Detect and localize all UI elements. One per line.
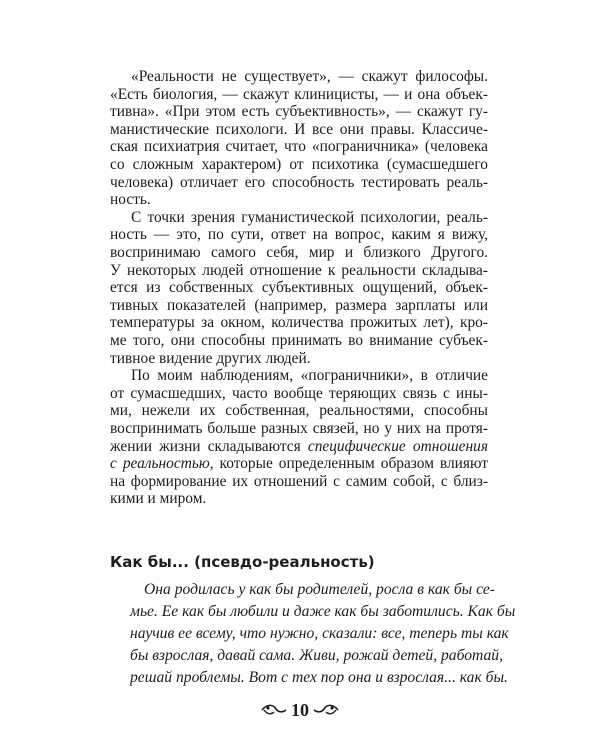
- text-line: У некоторых людей отношение к реальности складыва-: [110, 261, 488, 279]
- quote-line: мье. Ее как бы любили и даже как бы заботились. Как бы: [130, 603, 516, 620]
- page-number: 10: [291, 699, 309, 720]
- section-heading: Как бы... (псевдо-реальность): [110, 553, 375, 571]
- text-line: ми, нежели их собственная, реальностями, способны: [110, 402, 488, 420]
- emphasis-text: специфические отношения: [307, 437, 488, 455]
- text-line: манистические психологи. И все они правы. Классиче-: [110, 120, 488, 138]
- quote-line: бы взрослая, давай сама. Живи, рожай детей, работай,: [130, 647, 503, 664]
- emphasis-text: с реальностью: [110, 455, 210, 473]
- text-line: на формирование их отношений с самим собой, с близ-: [110, 472, 488, 490]
- text-line: [110, 455, 488, 473]
- text-line: ность — это, по сути, ответ на вопрос, каким я вижу,: [110, 226, 488, 244]
- text-line: По моим наблюдениям, «пограничники», в отличие: [131, 367, 488, 385]
- text-line: тивных показателей (например, размера зарплаты или: [110, 296, 488, 314]
- text-line: воспринимаю самого себя, мир и близкого Другого.: [110, 244, 488, 261]
- page-folio: [0, 696, 600, 722]
- text-line: температуры за окном, количества прожитых лет), кро-: [110, 314, 488, 332]
- text-line: ме того, они способны принимать во внимание субъек-: [110, 332, 488, 349]
- text-line: тивное видение других людей.: [110, 349, 311, 367]
- quote-line: научив ее всему, что нужно, сказали: все, теперь ты как: [130, 625, 509, 642]
- text-line: «Реальности не существует», — скажут философы.: [131, 68, 488, 85]
- leaf-ornament-right-icon: [313, 703, 339, 717]
- text-line: воспринимать больше разных связей, но у них на протя-: [110, 420, 488, 437]
- text-line: С точки зрения гуманистической психологии, реаль-: [131, 208, 488, 226]
- text-line: со сложным характером) от психотика (сумасшедшего: [110, 156, 488, 173]
- text-line: ская психиатрия считает, что «пограничника» (человека: [110, 138, 488, 156]
- text-line: ность.: [110, 191, 151, 209]
- text-line: кими и миром.: [110, 490, 207, 508]
- text-line: тивна». «При этом есть субъективность», — скажут гу-: [110, 103, 488, 121]
- quote-line: решай проблемы. Вот с тех пор она и взрослая... как бы.: [130, 669, 508, 686]
- text-line: от сумасшедших, часто вообще теряющих связь с ины-: [110, 384, 488, 402]
- text-line: «Есть биология, — скажут клиницисты, — и она объек-: [110, 85, 488, 103]
- leaf-ornament-left-icon: [261, 703, 287, 717]
- text-line: ется из собственных субъективных ощущений, объек-: [110, 279, 488, 297]
- text-line: [110, 438, 488, 456]
- quote-line: Она родилась у как бы родителей, росла в как бы се-: [144, 581, 495, 598]
- text-run: жении жизни складываются: [110, 437, 301, 455]
- text-run: , которые определенным образом влияют: [209, 455, 488, 473]
- text-line: человека) отличает его способность тестировать реаль-: [110, 173, 488, 191]
